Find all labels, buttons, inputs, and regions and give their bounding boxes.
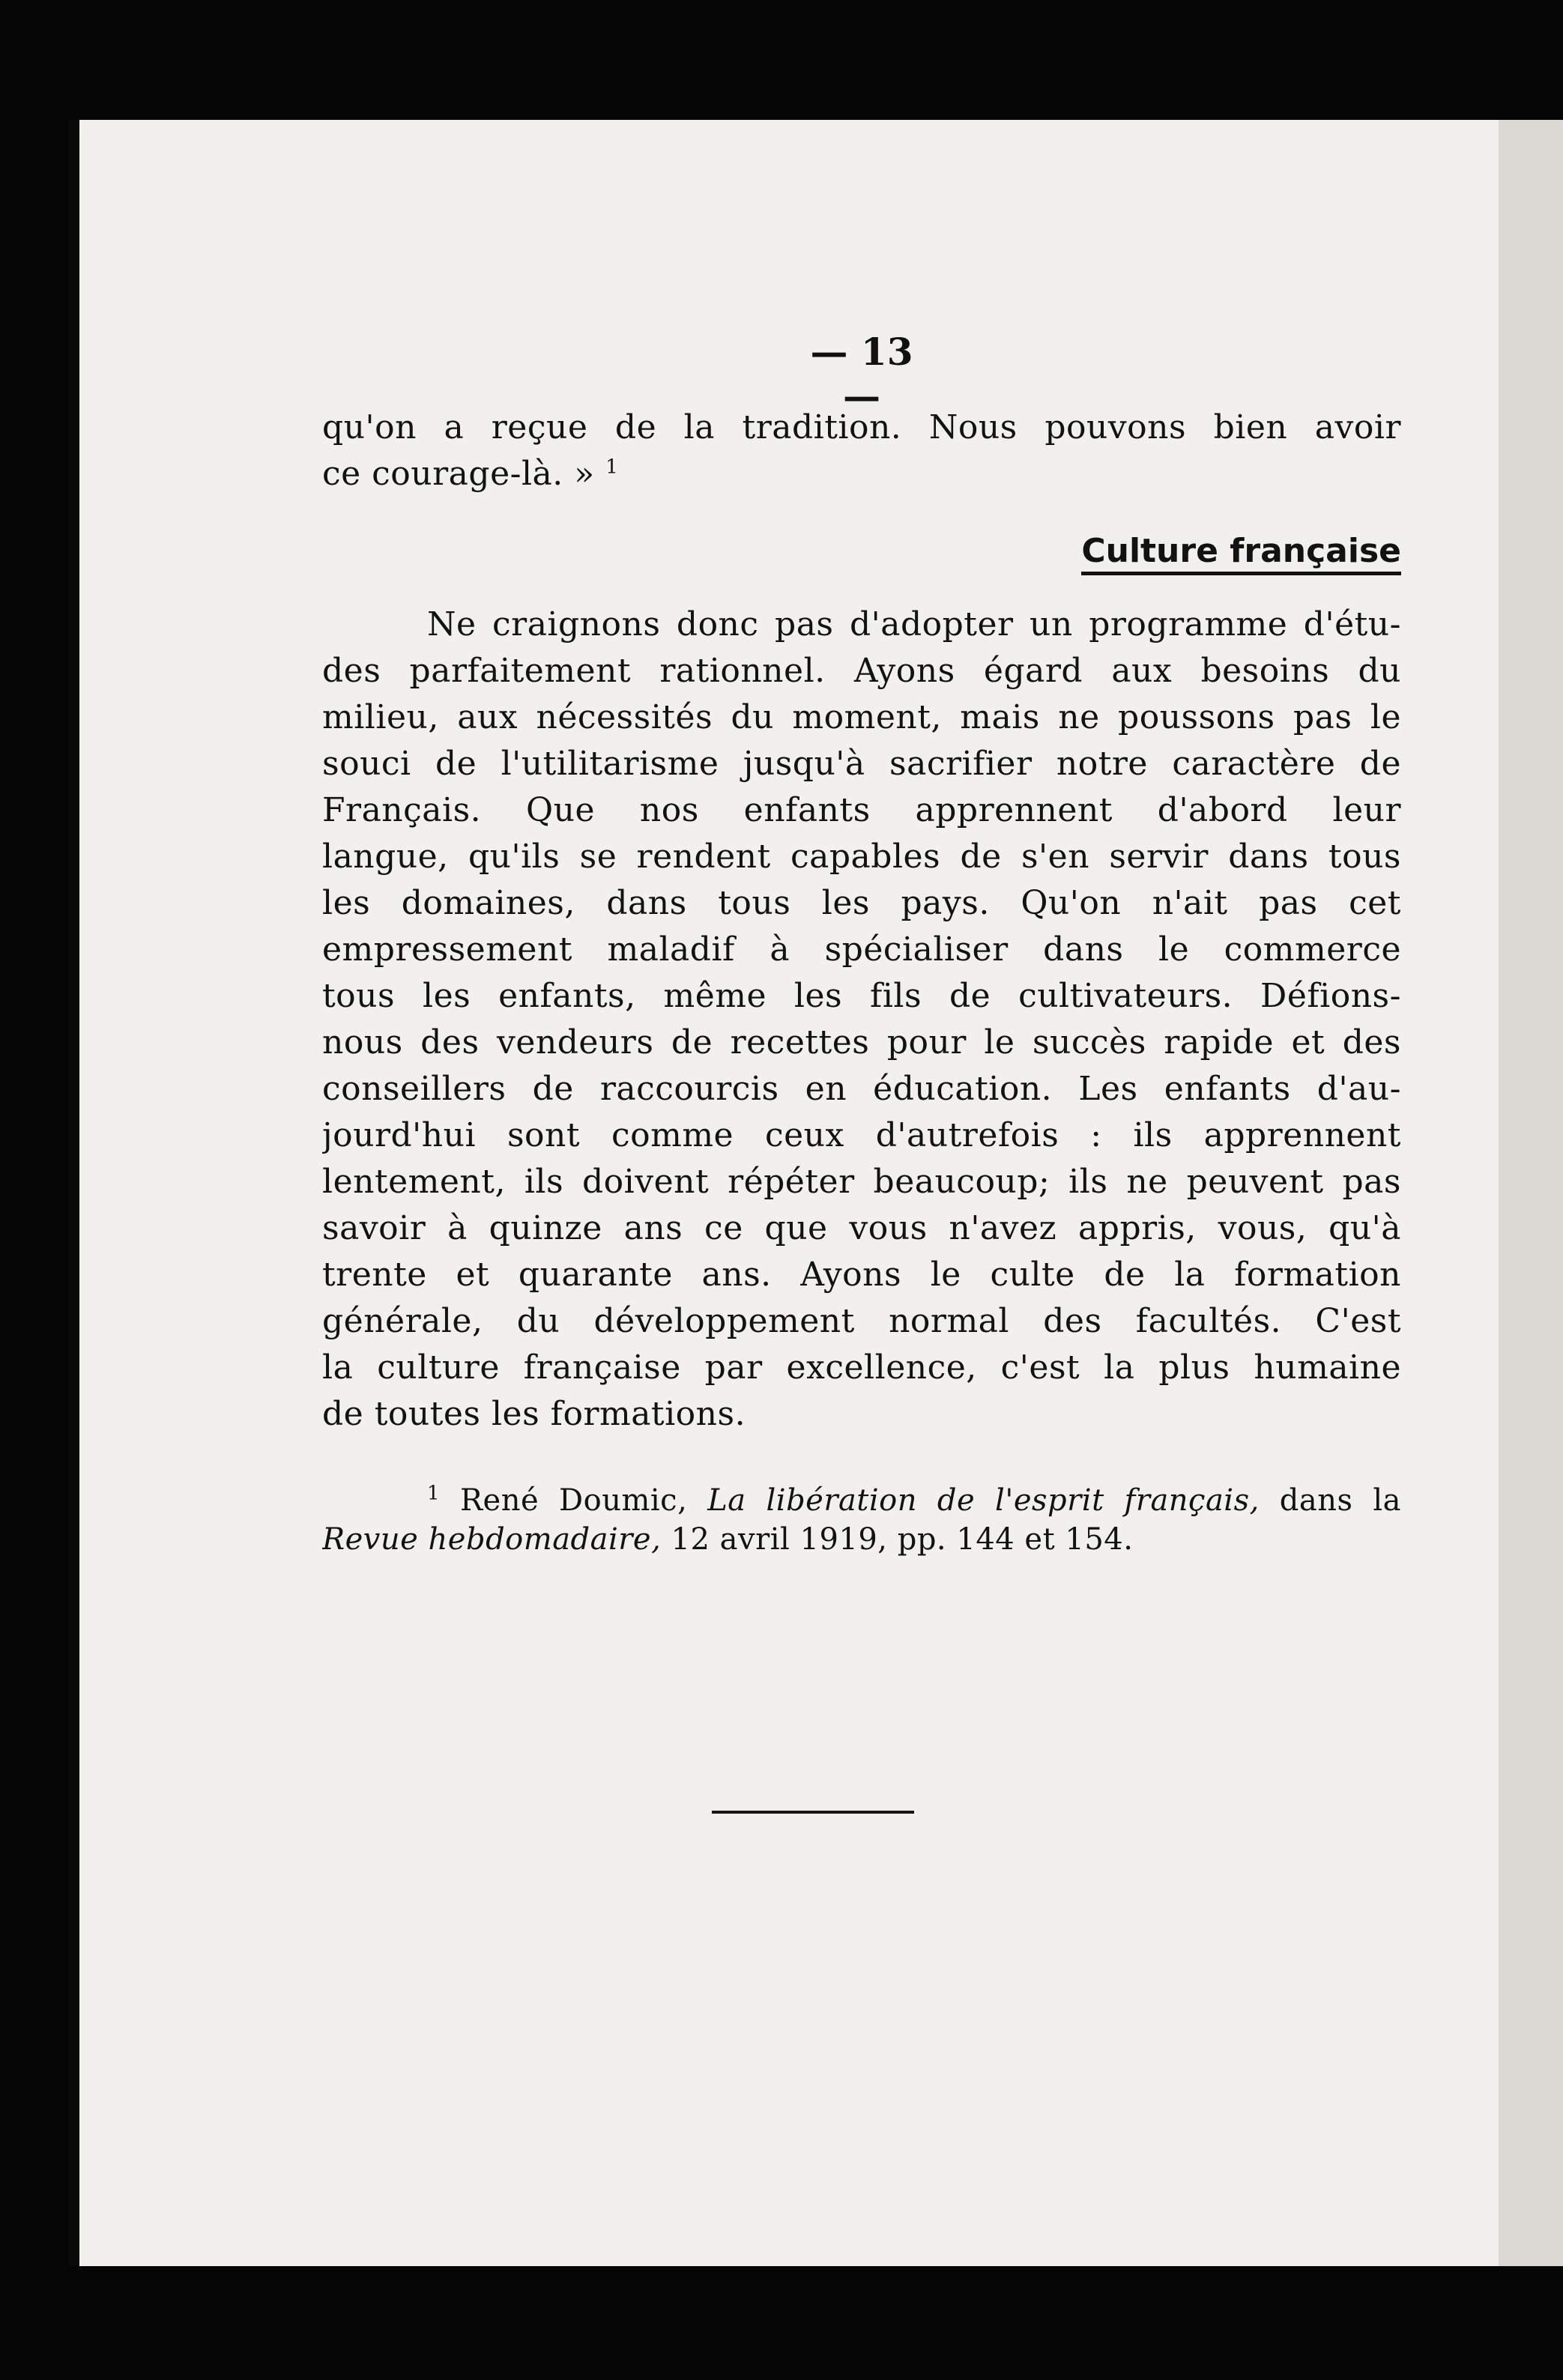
paragraph-line: la culture française par excellence, c'est la plus humaine: [322, 1348, 1401, 1387]
paragraph-line: souci de l'utilitarisme jusqu'à sacrifier notre caractère de: [322, 745, 1401, 783]
section-heading: [322, 532, 1401, 570]
paragraph-line: Français. Que nos enfants apprennent d'abord leur: [322, 791, 1401, 829]
footnote-in-text: dans la: [1279, 1483, 1401, 1518]
paragraph-line: langue, qu'ils se rendent capables de s'en servir dans tous: [322, 838, 1401, 876]
paragraph-line: lentement, ils doivent répéter beaucoup; ils ne peuvent pas: [322, 1163, 1401, 1201]
page-number: — 13 —: [810, 330, 913, 418]
page-text: [322, 405, 1401, 1559]
text-line-top-1: qu'on a reçue de la tradition. Nous pouvons bien avoir: [322, 408, 1401, 446]
paragraph-line: tous les enfants, même les fils de cultivateurs. Défions-: [322, 977, 1401, 1015]
section-heading-text: Culture française: [1081, 532, 1401, 575]
paragraph-line: conseillers de raccourcis en éducation. Les enfants d'au-: [322, 1070, 1401, 1108]
paragraph-line: de toutes les formations.: [322, 1395, 746, 1433]
body-paragraph: [322, 602, 1401, 1438]
paragraph-line: les domaines, dans tous les pays. Qu'on n'ait pas cet: [322, 884, 1401, 922]
paragraph-line: générale, du développement normal des facultés. C'est: [322, 1302, 1401, 1340]
paragraph-line: savoir à quinze ans ce que vous n'avez appris, vous, qu'à: [322, 1209, 1401, 1247]
page-edge-right: [1499, 120, 1563, 2266]
text-line-top-2: [322, 451, 1401, 497]
footnote-line-1: [322, 1481, 1401, 1520]
footnote-ref-mark: 1: [605, 455, 619, 479]
paragraph-line: Ne craignons donc pas d'adopter un programme d'étu-: [427, 605, 1401, 644]
end-rule: [712, 1811, 914, 1814]
paragraph-line: nous des vendeurs de recettes pour le succès rapide et des: [322, 1023, 1401, 1062]
footnote-journal: Revue hebdomadaire,: [322, 1522, 662, 1557]
footnote-author: René Doumic,: [459, 1483, 688, 1518]
paragraph-line: trente et quarante ans. Ayons le culte de la formation: [322, 1256, 1401, 1294]
footnote: [322, 1481, 1401, 1559]
footnote-details: 12 avril 1919, pp. 144 et 154.: [671, 1522, 1134, 1557]
page-gutter-shadow: [67, 120, 79, 2266]
text-line-top-2-text: ce courage-là. »: [322, 455, 595, 493]
paragraph-line: milieu, aux nécessités du moment, mais ne poussons pas le: [322, 698, 1401, 736]
paragraph-line: empressement maladif à spécialiser dans le commerce: [322, 930, 1401, 969]
footnote-work-title: La libération de l'esprit français,: [707, 1483, 1260, 1518]
footnote-mark: 1: [427, 1482, 441, 1505]
footnote-line-2: [322, 1520, 1401, 1559]
paragraph-line: des parfaitement rationnel. Ayons égard aux besoins du: [322, 652, 1401, 690]
paragraph-line: jourd'hui sont comme ceux d'autrefois : ils apprennent: [322, 1116, 1401, 1154]
